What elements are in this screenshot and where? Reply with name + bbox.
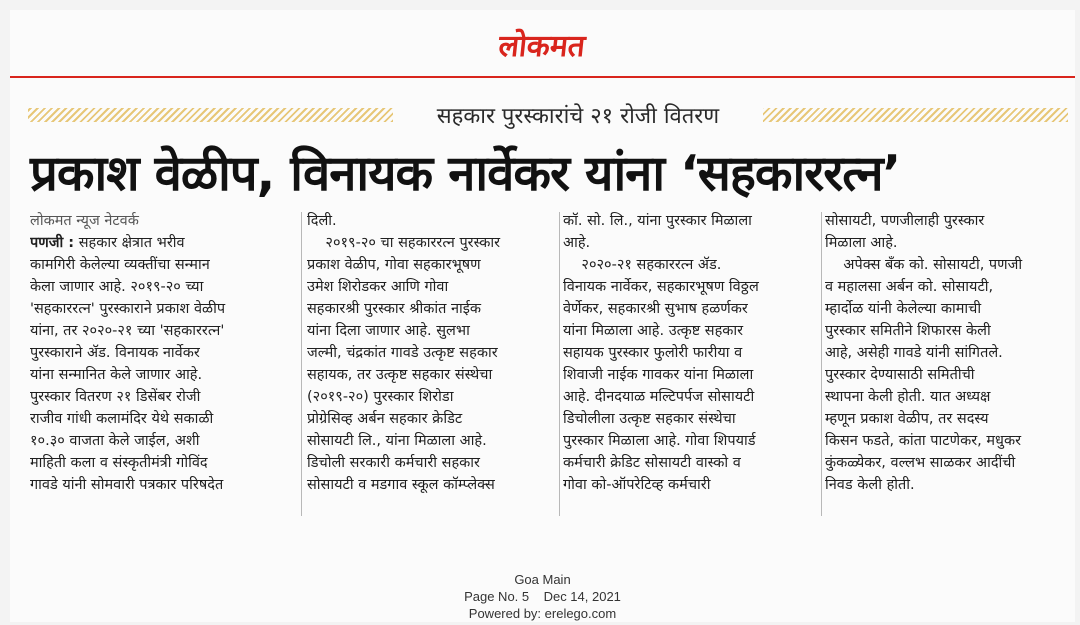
- kicker-title: सहकार पुरस्कारांचे २१ रोजी वितरण: [436, 104, 720, 129]
- article-line: यांना दिला जाणार आहे. सुलभा: [307, 323, 470, 339]
- article-line: वेर्णेकर, सहकारश्री सुभाष हळर्णकर: [563, 301, 748, 317]
- column-divider: [821, 212, 822, 516]
- dateline: पणजी :: [30, 235, 75, 251]
- article-line: २०२०-२१ सहकाररत्न ॲड.: [563, 257, 722, 273]
- article-line: (२०१९-२०) पुरस्कार शिरोडा: [307, 389, 454, 405]
- article-line: माहिती कला व संस्कृतीमंत्री गोविंद: [30, 455, 208, 471]
- article-column-1: [30, 210, 298, 496]
- article-line: सोसायटी, पणजीलाही पुरस्कार: [825, 213, 985, 229]
- article-line: कुंकळ्येकर, वल्लभ साळकर आदींची: [825, 455, 1016, 471]
- article-line: उमेश शिरोडकर आणि गोवा: [307, 279, 449, 295]
- page-footer: [10, 571, 1075, 622]
- article-line: सहकारश्री पुरस्कार श्रीकांत नाईक: [307, 301, 482, 317]
- article-line: गोवा को-ऑपरेटिव्ह कर्मचारी: [563, 477, 711, 493]
- article-line: म्हणून प्रकाश वेळीप, तर सदस्य: [825, 411, 989, 427]
- article-line: व महालसा अर्बन को. सोसायटी,: [825, 279, 994, 295]
- article-line: कॉ. सो. लि., यांना पुरस्कार मिळाला: [563, 213, 752, 229]
- masthead: [10, 10, 1075, 78]
- column-divider: [301, 212, 302, 516]
- article-line: गावडे यांनी सोमवारी पत्रकार परिषदेत: [30, 477, 224, 493]
- article-line: आहे.: [563, 235, 591, 251]
- article-column-4: [825, 210, 1065, 496]
- edition-label: Goa Main: [514, 572, 571, 587]
- article-line: सहायक, तर उत्कृष्ट सहकार संस्थेचा: [307, 367, 493, 383]
- article-line: पुरस्कार देण्यासाठी समितीची: [825, 367, 975, 383]
- article-line: यांना सन्मानित केले जाणार आहे.: [30, 367, 203, 383]
- article-line-text: सहकार क्षेत्रात भरीव: [74, 235, 185, 251]
- kicker-hatch-left: [28, 108, 393, 122]
- article-line: सहायक पुरस्कार फुलोरी फारीया व: [563, 345, 743, 361]
- article-line: किसन फडते, कांता पाटणेकर, मधुकर: [825, 433, 1022, 449]
- article-line: डिचोलीला उत्कृष्ट सहकार संस्थेचा: [563, 411, 736, 427]
- article-line: यांना, तर २०२०-२१ च्या 'सहकाररत्न': [30, 323, 225, 339]
- column-divider: [559, 212, 560, 516]
- kicker-hatch-right: [763, 108, 1068, 122]
- article-line: आहे, असेही गावडे यांनी सांगितले.: [825, 345, 1003, 361]
- article-line: 'सहकाररत्न' पुरस्काराने प्रकाश वेळीप: [30, 301, 226, 317]
- article-line: [30, 232, 298, 254]
- article-line: प्रकाश वेळीप, गोवा सहकारभूषण: [307, 257, 481, 273]
- article-line: निवड केली होती.: [825, 477, 915, 493]
- article-line: दिली.: [307, 213, 337, 229]
- article-line: प्रोग्रेसिव्ह अर्बन सहकार क्रेडिट: [307, 411, 463, 427]
- masthead-rule: [10, 76, 1075, 78]
- article-line: म्हार्दोळ यांनी केलेल्या कामाची: [825, 301, 982, 317]
- article-line: यांना मिळाला आहे. उत्कृष्ट सहकार: [563, 323, 744, 339]
- article-line: विनायक नार्वेकर, सहकारभूषण विठ्ठल: [563, 279, 759, 295]
- page-number-date: Page No. 5 Dec 14, 2021: [464, 589, 621, 604]
- article-line: सोसायटी लि., यांना मिळाला आहे.: [307, 433, 487, 449]
- article-line: स्थापना केली होती. यात अध्यक्ष: [825, 389, 991, 405]
- kicker-row: [28, 98, 1068, 132]
- article-column-2: [307, 210, 557, 496]
- article-line: अपेक्स बँक को. सोसायटी, पणजी: [825, 257, 1023, 273]
- lokmat-logo: लोकमत: [497, 29, 588, 64]
- article-line: सोसायटी व मडगाव स्कूल कॉम्प्लेक्स: [307, 477, 495, 493]
- article-line: कामगिरी केलेल्या व्यक्तींचा सन्मान: [30, 257, 210, 273]
- byline: लोकमत न्यूज नेटवर्क: [30, 213, 139, 229]
- article-line: मिळाला आहे.: [825, 235, 898, 251]
- article-line: केला जाणार आहे. २०१९-२० च्या: [30, 279, 204, 295]
- newspaper-clipping: [10, 10, 1075, 622]
- article-column-3: [563, 210, 817, 496]
- article-line: पुरस्काराने ॲड. विनायक नार्वेकर: [30, 345, 200, 361]
- article-line: शिवाजी नाईक गावकर यांना मिळाला: [563, 367, 754, 383]
- headline: प्रकाश वेळीप, विनायक नार्वेकर यांना ‘सहकाररत्न’: [30, 145, 901, 202]
- article-line: पुरस्कार वितरण २१ डिसेंबर रोजी: [30, 389, 201, 405]
- article-line: पुरस्कार समितीने शिफारस केली: [825, 323, 991, 339]
- article-line: पुरस्कार मिळाला आहे. गोवा शिपयार्ड: [563, 433, 756, 449]
- article-line: आहे. दीनदयाळ मल्टिपर्पज सोसायटी: [563, 389, 755, 405]
- article-line: २०१९-२० चा सहकाररत्न पुरस्कार: [307, 235, 501, 251]
- article-line: १०.३० वाजता केले जाईल, अशी: [30, 433, 200, 449]
- article-line: जल्मी, चंद्रकांत गावडे उत्कृष्ट सहकार: [307, 345, 498, 361]
- article-line: राजीव गांधी कलामंदिर येथे सकाळी: [30, 411, 214, 427]
- article-line: डिचोली सरकारी कर्मचारी सहकार: [307, 455, 480, 471]
- powered-by: Powered by: erelego.com: [468, 606, 617, 621]
- article-line: कर्मचारी क्रेडिट सोसायटी वास्को व: [563, 455, 741, 471]
